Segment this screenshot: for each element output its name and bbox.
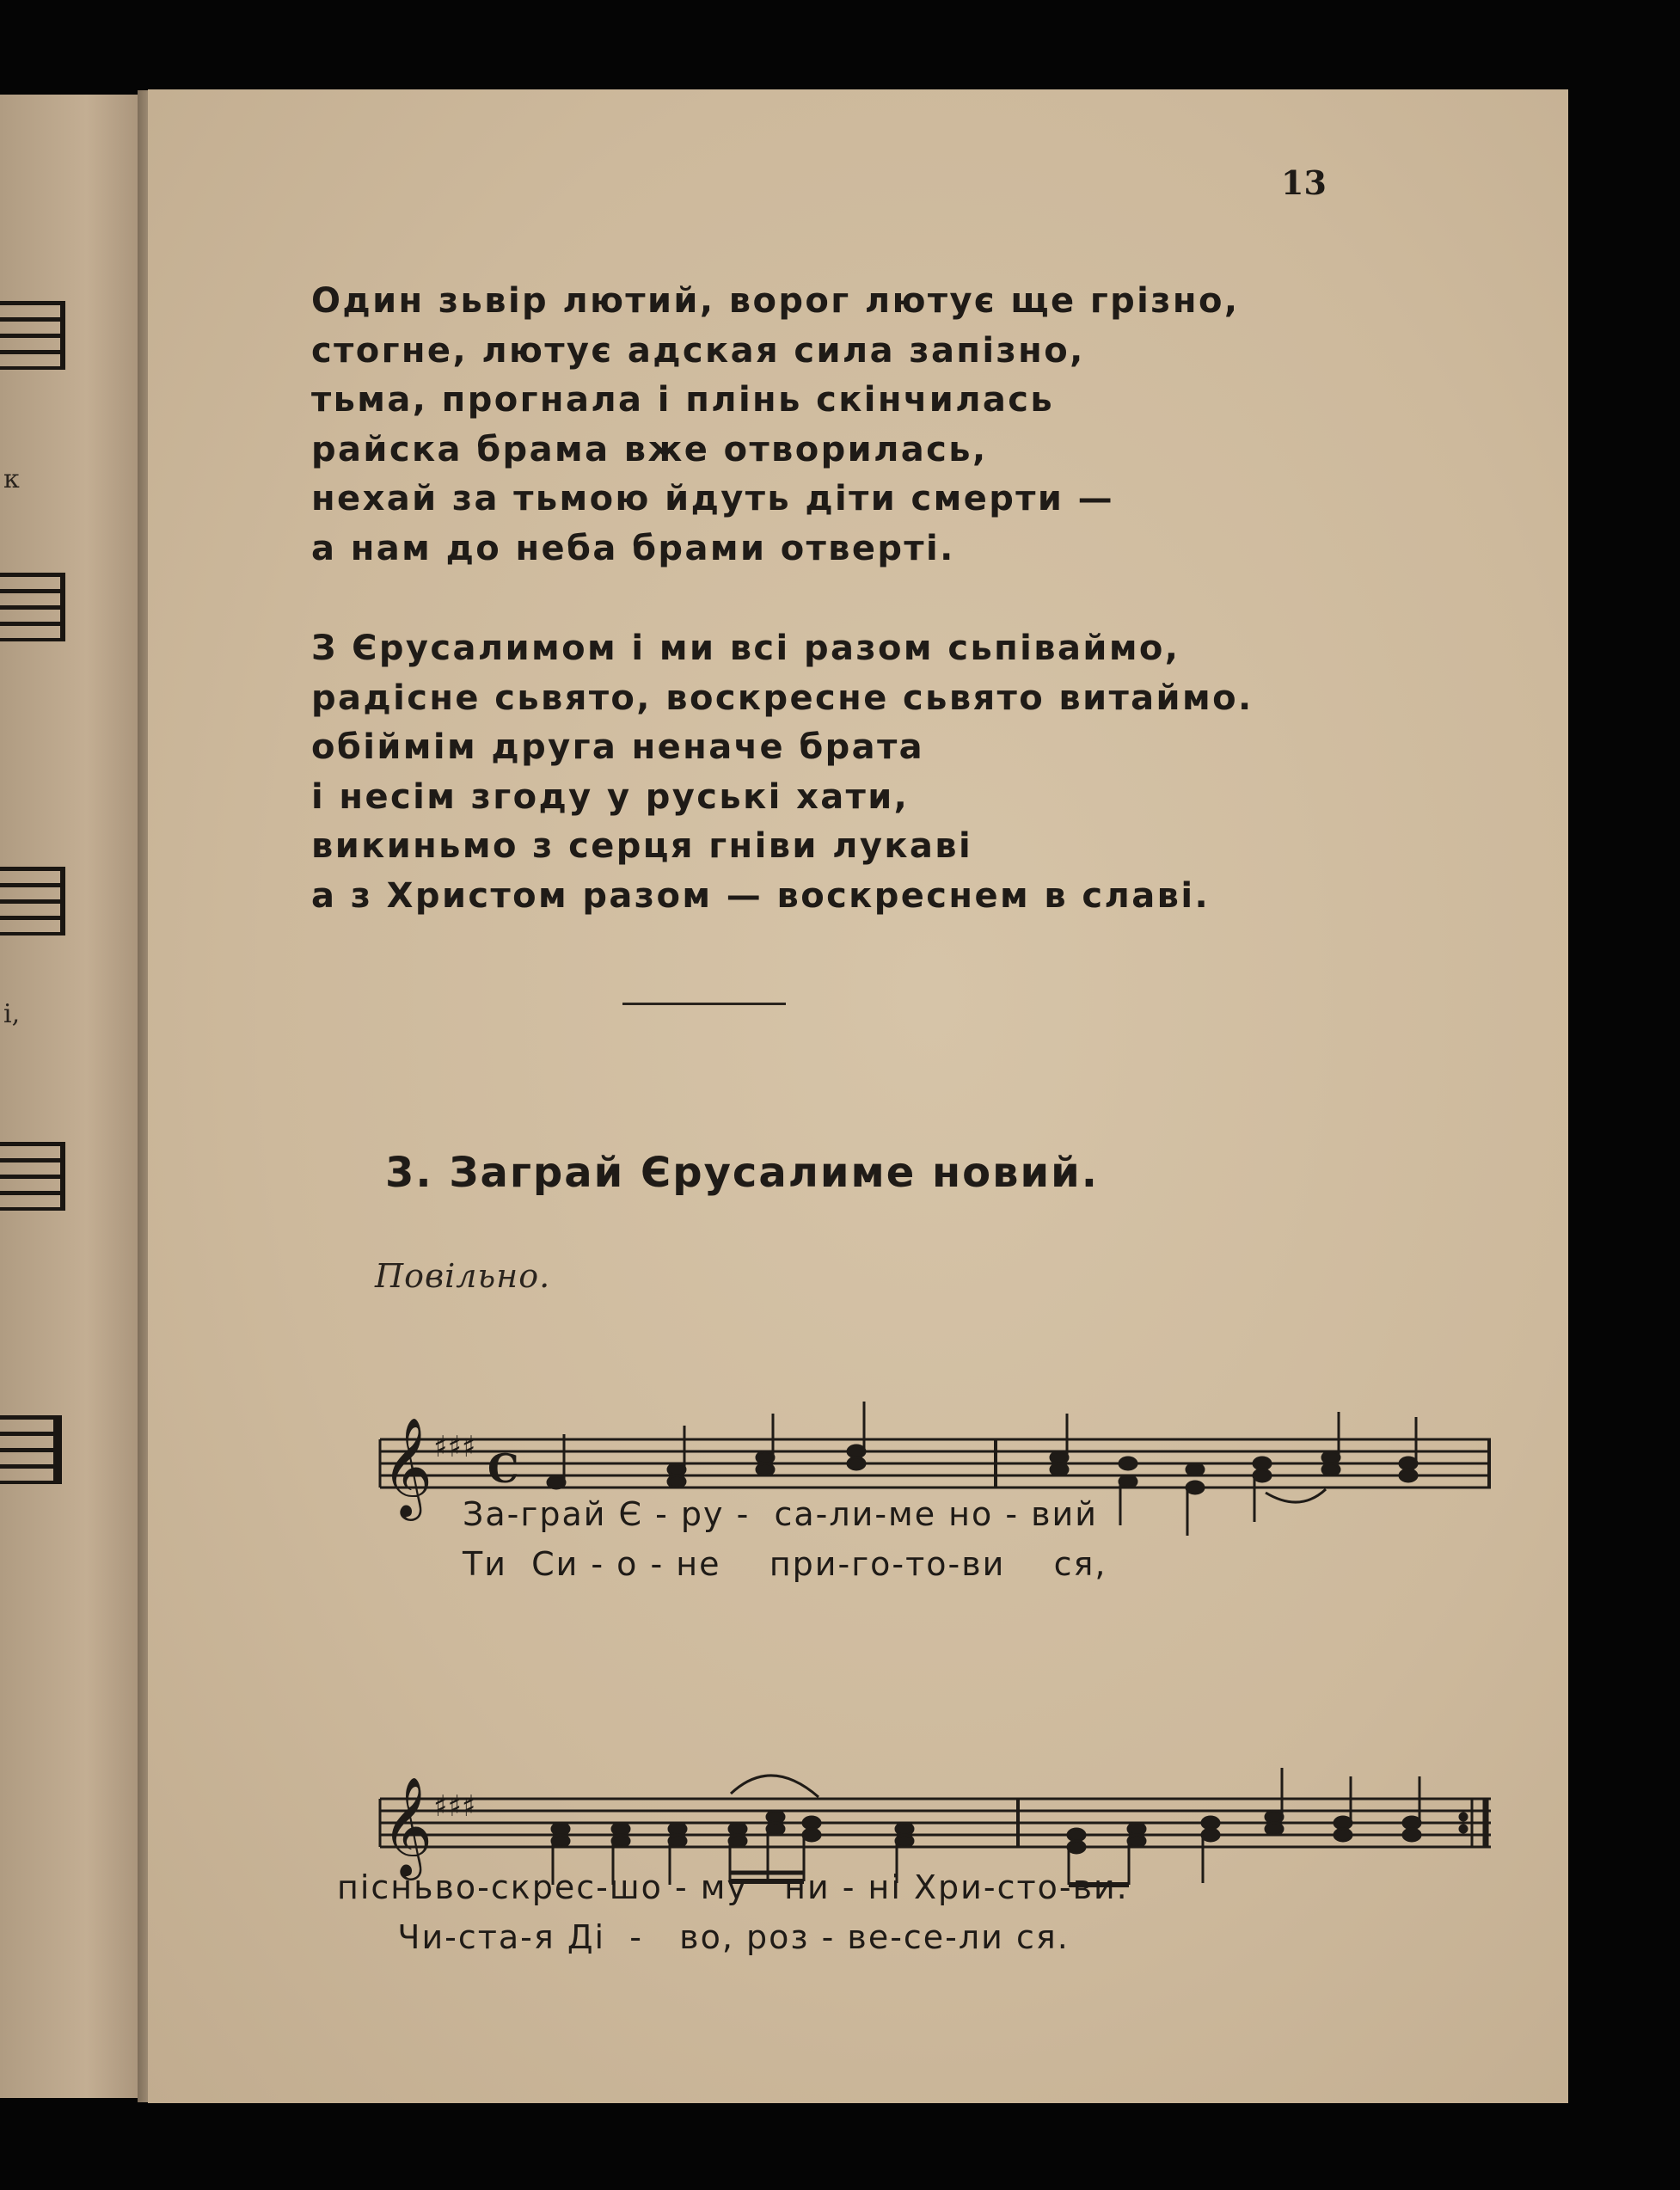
edge-staff: [0, 301, 65, 370]
song-lyrics: [463, 1489, 1107, 1589]
edge-text: і,: [3, 999, 21, 1029]
edge-staff: [0, 867, 65, 936]
verse-line: викиньмо з серця гніви лукаві: [311, 826, 973, 866]
lyrics-line: За-грай Є - ру - са-ли-ме но - вий: [463, 1495, 1098, 1533]
edge-staff: [0, 1142, 65, 1211]
book-page: [148, 89, 1568, 2103]
verse-line: Один зьвір лютий, ворог лютує ще грізно,: [311, 281, 1240, 321]
verse-line: а з Христом разом — воскреснем в славі.: [311, 875, 1211, 916]
slur-icon: [1266, 1489, 1326, 1502]
verse-line: нехай за тьмою йдуть діти смерти —: [311, 479, 1115, 518]
key-signature-sharp-icon: ♯♯♯: [433, 1789, 476, 1824]
verse-line: стогне, лютує адская сила запізно,: [311, 330, 1085, 371]
verse-line: і несім згоду у руські хати,: [311, 776, 910, 817]
treble-clef-icon: 𝄞: [382, 1416, 433, 1517]
stanza: [311, 277, 1239, 574]
tempo-marking: Повільно.: [375, 1257, 551, 1295]
edge-staff: [0, 1415, 62, 1484]
section-divider: [622, 1003, 786, 1005]
left-page-edge: [0, 95, 144, 2098]
edge-text: к: [3, 464, 20, 494]
verse-line: а нам до неба брами отверті.: [311, 528, 955, 568]
verse-line: тьма, прогнала і плінь скінчилась: [311, 380, 1055, 420]
song-title: 3. Заграй Єрусалиме новий.: [385, 1149, 1100, 1197]
treble-clef-icon: 𝄞: [382, 1776, 433, 1876]
verse-line: обіймім друга неначе брата: [311, 727, 925, 767]
lyrics-line: пісньво-скрес-шо - му ни - ні Хри-сто-ви.: [337, 1868, 1129, 1906]
verse-line: радісне сьвято, воскресне сьвято витаймо.: [311, 678, 1254, 718]
lyrics-line: Чи-ста-я Ді - во, роз - ве-се-ли ся.: [337, 1918, 1070, 1956]
verse-line: райска брама вже отворилась,: [311, 429, 988, 469]
stanza: [311, 624, 1254, 921]
page-number: 13: [1281, 163, 1327, 202]
verse-line: З Єрусалимом і ми всі разом сьпіваймо,: [311, 629, 1180, 668]
edge-staff: [0, 573, 65, 641]
common-time-icon: C: [487, 1445, 519, 1492]
song-lyrics: [337, 1862, 1129, 1962]
slur-icon: [731, 1776, 819, 1797]
lyrics-line: Ти Си - о - не при-го-то-ви ся,: [463, 1545, 1107, 1583]
key-signature-sharp-icon: ♯♯♯: [433, 1430, 476, 1464]
